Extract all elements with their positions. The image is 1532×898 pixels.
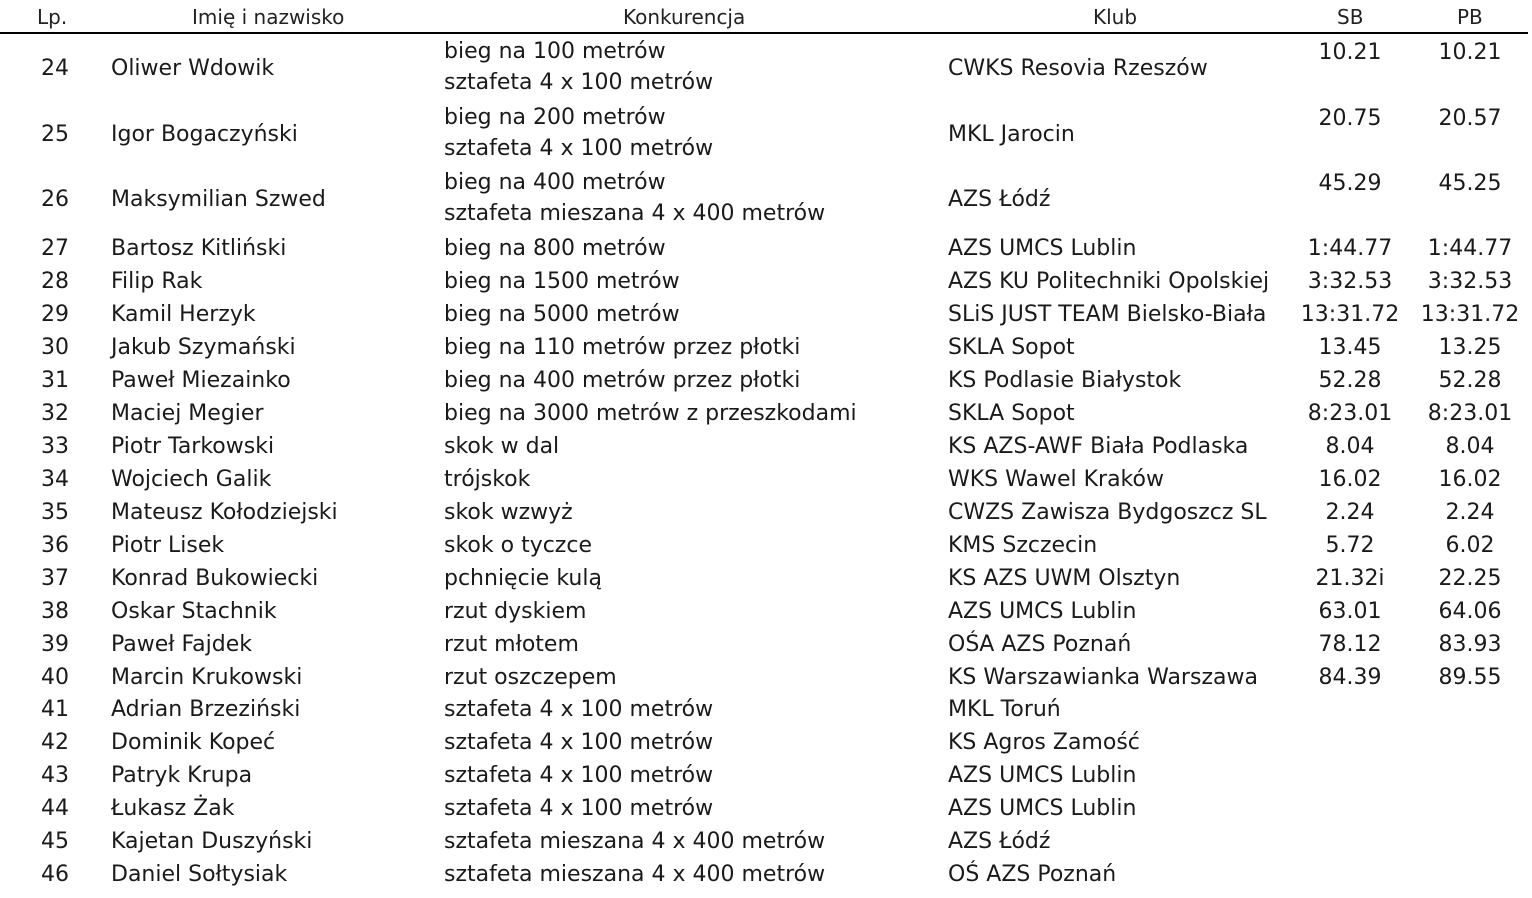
club-name: AZS KU Politechniki Opolskiej: [948, 269, 1270, 294]
season-best: 8.04: [1325, 434, 1375, 459]
header-pb: PB: [1457, 5, 1483, 29]
row-number: 45: [41, 829, 69, 854]
season-best: 45.29: [1318, 171, 1382, 196]
athlete-name: Paweł Miezainko: [111, 368, 291, 393]
event-primary: rzut oszczepem: [444, 665, 617, 690]
personal-best: 6.02: [1445, 533, 1495, 558]
event-primary: skok o tyczce: [444, 533, 592, 558]
table-row: [0, 331, 1528, 364]
personal-best: 64.06: [1438, 599, 1502, 624]
row-number: 29: [41, 302, 69, 327]
table-row: [0, 463, 1528, 496]
club-name: KS AZS-AWF Biała Podlaska: [948, 434, 1249, 459]
club-name: MKL Toruń: [948, 697, 1061, 722]
athlete-name: Łukasz Żak: [111, 796, 235, 821]
season-best: 16.02: [1318, 467, 1382, 492]
table-row: [0, 529, 1528, 562]
athlete-name: Igor Bogaczyński: [111, 122, 298, 147]
season-best: 63.01: [1318, 599, 1382, 624]
athlete-name: Maciej Megier: [111, 401, 264, 426]
table-row: [0, 265, 1528, 298]
personal-best: 83.93: [1438, 632, 1502, 657]
personal-best: 3:32.53: [1427, 269, 1513, 294]
club-name: SKLA Sopot: [948, 401, 1075, 426]
club-name: CWZS Zawisza Bydgoszcz SL: [948, 500, 1267, 525]
athlete-name: Dominik Kopeć: [111, 730, 276, 755]
row-number: 35: [41, 500, 69, 525]
row-number: 28: [41, 269, 69, 294]
personal-best: 22.25: [1438, 566, 1502, 591]
personal-best: 8:23.01: [1427, 401, 1513, 426]
event-primary: bieg na 400 metrów przez płotki: [444, 368, 801, 393]
personal-best: 45.25: [1438, 171, 1502, 196]
event-secondary: sztafeta 4 x 100 metrów: [444, 70, 714, 95]
table-row: [0, 792, 1528, 825]
club-name: MKL Jarocin: [948, 122, 1075, 147]
row-number: 43: [41, 763, 69, 788]
club-name: AZS UMCS Lublin: [948, 599, 1137, 624]
athlete-name: Daniel Sołtysiak: [111, 862, 288, 887]
athlete-name: Adrian Brzeziński: [111, 697, 301, 722]
event-primary: bieg na 200 metrów: [444, 105, 666, 130]
table-row: [0, 102, 1528, 166]
personal-best: 13:31.72: [1420, 302, 1520, 327]
club-name: SLiS JUST TEAM Bielsko-Biała: [948, 302, 1267, 327]
club-name: KMS Szczecin: [948, 533, 1098, 558]
personal-best: 2.24: [1445, 500, 1495, 525]
table-row: [0, 496, 1528, 529]
event-secondary: sztafeta 4 x 100 metrów: [444, 136, 714, 161]
table-row: [0, 562, 1528, 595]
season-best: 5.72: [1325, 533, 1375, 558]
row-number: 33: [41, 434, 69, 459]
row-number: 30: [41, 335, 69, 360]
table-row: [0, 167, 1528, 231]
event-primary: bieg na 5000 metrów: [444, 302, 680, 327]
table-row: [0, 36, 1528, 100]
event-primary: bieg na 110 metrów przez płotki: [444, 335, 801, 360]
row-number: 25: [41, 122, 69, 147]
event-primary: sztafeta mieszana 4 x 400 metrów: [444, 862, 826, 887]
event-primary: bieg na 100 metrów: [444, 39, 666, 64]
event-primary: pchnięcie kulą: [444, 566, 602, 591]
club-name: KS Podlasie Białystok: [948, 368, 1182, 393]
table-header: [0, 0, 1528, 34]
row-number: 32: [41, 401, 69, 426]
season-best: 10.21: [1318, 40, 1382, 65]
event-primary: bieg na 3000 metrów z przeszkodami: [444, 401, 857, 426]
table-row: [0, 298, 1528, 331]
athlete-name: Bartosz Kitliński: [111, 236, 287, 261]
club-name: AZS Łódź: [948, 829, 1051, 854]
row-number: 27: [41, 236, 69, 261]
table-row: [0, 759, 1528, 792]
event-cell: [444, 36, 713, 98]
row-number: 37: [41, 566, 69, 591]
row-number: 34: [41, 467, 69, 492]
row-number: 36: [41, 533, 69, 558]
header-name: Imię i nazwisko: [192, 5, 345, 29]
athlete-name: Piotr Lisek: [111, 533, 225, 558]
club-name: KS Agros Zamość: [948, 730, 1140, 755]
event-cell: [444, 102, 713, 164]
event-primary: rzut młotem: [444, 632, 579, 657]
row-number: 40: [41, 665, 69, 690]
header-lp: Lp.: [37, 5, 68, 29]
table-row: [0, 628, 1528, 661]
personal-best: 10.21: [1438, 40, 1502, 65]
club-name: KS AZS UWM Olsztyn: [948, 566, 1181, 591]
header-sb: SB: [1337, 5, 1364, 29]
athlete-name: Oskar Stachnik: [111, 599, 277, 624]
season-best: 1:44.77: [1307, 236, 1393, 261]
event-primary: bieg na 400 metrów: [444, 170, 666, 195]
athlete-name: Konrad Bukowiecki: [111, 566, 319, 591]
club-name: AZS UMCS Lublin: [948, 763, 1137, 788]
season-best: 13:31.72: [1300, 302, 1400, 327]
event-primary: sztafeta 4 x 100 metrów: [444, 763, 714, 788]
athlete-name: Marcin Krukowski: [111, 665, 303, 690]
athlete-name: Mateusz Kołodziejski: [111, 500, 338, 525]
header-event: Konkurencja: [623, 5, 746, 29]
event-primary: trójskok: [444, 467, 531, 492]
club-name: SKLA Sopot: [948, 335, 1075, 360]
season-best: 2.24: [1325, 500, 1375, 525]
row-number: 42: [41, 730, 69, 755]
row-number: 31: [41, 368, 69, 393]
event-cell: [444, 167, 825, 229]
club-name: WKS Wawel Kraków: [948, 467, 1164, 492]
row-number: 38: [41, 599, 69, 624]
club-name: CWKS Resovia Rzeszów: [948, 56, 1208, 81]
table-row: [0, 595, 1528, 628]
athlete-name: Paweł Fajdek: [111, 632, 253, 657]
club-name: OŚA AZS Poznań: [948, 632, 1132, 657]
athlete-name: Jakub Szymański: [111, 335, 296, 360]
season-best: 78.12: [1318, 632, 1382, 657]
table-row: [0, 661, 1528, 694]
athlete-name: Piotr Tarkowski: [111, 434, 275, 459]
header-club: Klub: [1093, 5, 1138, 29]
season-best: 84.39: [1318, 665, 1382, 690]
athlete-name: Oliwer Wdowik: [111, 56, 275, 81]
table-row: [0, 364, 1528, 397]
personal-best: 52.28: [1438, 368, 1502, 393]
season-best: 3:32.53: [1307, 269, 1393, 294]
row-number: 24: [41, 56, 69, 81]
athlete-name: Filip Rak: [111, 269, 203, 294]
athlete-name: Kajetan Duszyński: [111, 829, 313, 854]
event-secondary: sztafeta mieszana 4 x 400 metrów: [444, 201, 826, 226]
event-primary: sztafeta 4 x 100 metrów: [444, 730, 714, 755]
table-row: [0, 430, 1528, 463]
personal-best: 13.25: [1438, 335, 1502, 360]
table-row: [0, 397, 1528, 430]
row-number: 26: [41, 187, 69, 212]
table-row: [0, 825, 1528, 858]
table-row: [0, 693, 1528, 726]
athlete-name: Maksymilian Szwed: [111, 187, 326, 212]
event-primary: sztafeta 4 x 100 metrów: [444, 796, 714, 821]
event-primary: skok w dal: [444, 434, 560, 459]
season-best: 13.45: [1318, 335, 1382, 360]
event-primary: skok wzwyż: [444, 500, 573, 525]
event-primary: rzut dyskiem: [444, 599, 587, 624]
table-row: [0, 726, 1528, 759]
event-primary: bieg na 800 metrów: [444, 236, 666, 261]
club-name: AZS UMCS Lublin: [948, 236, 1137, 261]
personal-best: 16.02: [1438, 467, 1502, 492]
row-number: 39: [41, 632, 69, 657]
event-primary: sztafeta 4 x 100 metrów: [444, 697, 714, 722]
club-name: AZS Łódź: [948, 187, 1051, 212]
event-primary: bieg na 1500 metrów: [444, 269, 680, 294]
table-row: [0, 858, 1528, 891]
personal-best: 89.55: [1438, 665, 1502, 690]
athlete-name: Kamil Herzyk: [111, 302, 256, 327]
athlete-name: Patryk Krupa: [111, 763, 253, 788]
season-best: 20.75: [1318, 106, 1382, 131]
club-name: KS Warszawianka Warszawa: [948, 665, 1258, 690]
event-primary: sztafeta mieszana 4 x 400 metrów: [444, 829, 826, 854]
athlete-name: Wojciech Galik: [111, 467, 272, 492]
personal-best: 20.57: [1438, 106, 1502, 131]
personal-best: 8.04: [1445, 434, 1495, 459]
club-name: OŚ AZS Poznań: [948, 862, 1117, 887]
table-row: [0, 232, 1528, 265]
season-best: 52.28: [1318, 368, 1382, 393]
row-number: 44: [41, 796, 69, 821]
row-number: 46: [41, 862, 69, 887]
row-number: 41: [41, 697, 69, 722]
personal-best: 1:44.77: [1427, 236, 1513, 261]
season-best: 21.32i: [1315, 566, 1385, 591]
season-best: 8:23.01: [1307, 401, 1393, 426]
club-name: AZS UMCS Lublin: [948, 796, 1137, 821]
